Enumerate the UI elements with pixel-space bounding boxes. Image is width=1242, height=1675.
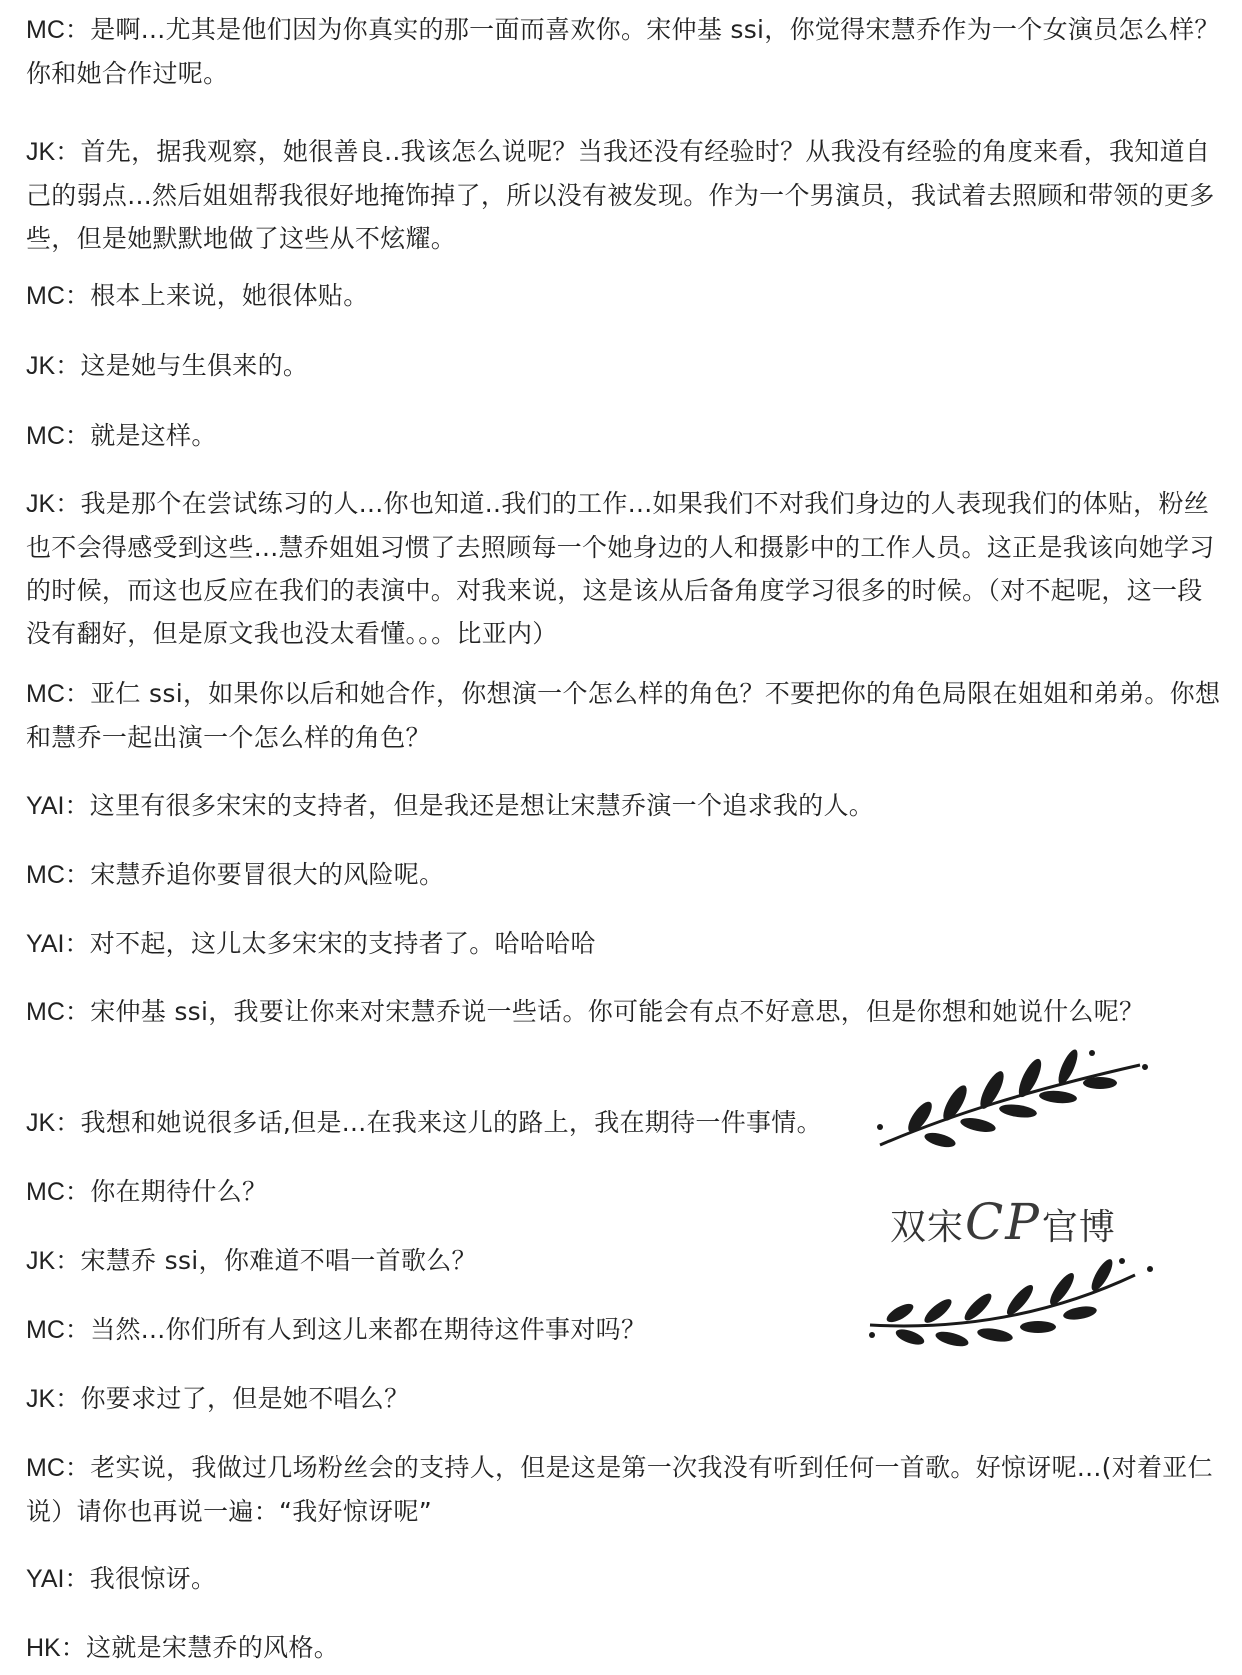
leaf-branch-top-icon <box>860 1045 1160 1155</box>
speaker-label: JK <box>26 352 56 380</box>
speaker-label: MC <box>26 282 65 310</box>
dialogue-line <box>26 922 1222 966</box>
speaker-label: MC <box>26 1454 65 1482</box>
dialogue-line <box>26 1239 826 1283</box>
dialogue-text: 根本上来说，她很体贴。 <box>90 281 369 310</box>
speaker-label: JK <box>26 490 56 518</box>
separator: ： <box>64 15 91 44</box>
dialogue-text: 宋仲基 ssi，我要让你来对宋慧乔说一些话。你可能会有点不好意思，但是你想和她说什么呢？ <box>90 997 1145 1026</box>
dialogue-line <box>26 1626 1222 1670</box>
dialogue-line <box>26 1101 876 1145</box>
separator: ： <box>64 1564 90 1593</box>
separator: ： <box>64 679 91 708</box>
watermark-logo <box>860 1045 1160 1395</box>
dialogue-line <box>26 130 1222 260</box>
speaker-label: MC <box>26 998 65 1026</box>
dialogue-text: 这里有很多宋宋的支持者，但是我还是想让宋慧乔演一个追求我的人。 <box>89 791 875 820</box>
dialogue-text: 当然...你们所有人到这儿来都在期待这件事对吗？ <box>90 1315 647 1344</box>
separator: ： <box>55 1108 81 1137</box>
speaker-label: JK <box>26 1385 56 1413</box>
dialogue-line <box>26 482 1222 655</box>
separator: ： <box>55 1246 81 1275</box>
dialogue-text: 首先，据我观察，她很善良..我该怎么说呢？当我还没有经验时？从我没有经验的角度来看，我知道自己的弱点...然后姐姐帮我很好地掩饰掉了，所以没有被发现。作为一个男演员，我试着去照顾和带领的更多些，但是她默默地做了这些从不炫耀。 <box>26 137 1215 253</box>
dialogue-line <box>26 274 1222 318</box>
speaker-label: MC <box>26 1316 65 1344</box>
separator: ： <box>55 351 81 380</box>
separator: ： <box>55 1384 81 1413</box>
dialogue-text: 宋慧乔追你要冒很大的风险呢。 <box>90 860 445 889</box>
separator: ： <box>64 421 91 450</box>
separator: ： <box>64 860 91 889</box>
separator: ： <box>64 791 90 820</box>
speaker-label: MC <box>26 1178 65 1206</box>
dialogue-text: 亚仁 ssi，如果你以后和她合作，你想演一个怎么样的角色？不要把你的角色局限在姐姐和弟弟。你想和慧乔一起出演一个怎么样的角色？ <box>26 679 1221 752</box>
separator: ： <box>55 489 81 518</box>
speaker-label: JK <box>26 138 56 166</box>
separator: ： <box>64 1177 91 1206</box>
dialogue-line <box>26 784 1222 828</box>
speaker-label: YAI <box>26 930 65 958</box>
dialogue-line <box>26 8 1222 95</box>
dialogue-text: 就是这样。 <box>90 421 217 450</box>
dialogue-text: 你要求过了，但是她不唱么？ <box>80 1384 410 1413</box>
separator: ： <box>55 137 81 166</box>
dialogue-text: 我很惊讶。 <box>89 1564 217 1593</box>
separator: ： <box>64 1453 91 1482</box>
speaker-label: YAI <box>26 792 65 820</box>
speaker-label: MC <box>26 16 65 44</box>
separator: ： <box>64 929 90 958</box>
dialogue-line <box>26 344 1222 388</box>
dialogue-line <box>26 1377 826 1421</box>
dialogue-text: 是啊...尤其是他们因为你真实的那一面而喜欢你。宋仲基 ssi，你觉得宋慧乔作为一个女演员怎么样？你和她合作过呢。 <box>26 15 1220 88</box>
speaker-label: MC <box>26 680 65 708</box>
speaker-label: MC <box>26 422 65 450</box>
separator: ： <box>64 281 91 310</box>
dialogue-text: 你在期待什么？ <box>90 1177 268 1206</box>
dialogue-text: 这就是宋慧乔的风格。 <box>86 1633 340 1662</box>
dialogue-line <box>26 414 1222 458</box>
speaker-label: JK <box>26 1109 56 1137</box>
dialogue-line <box>26 672 1222 759</box>
speaker-label: MC <box>26 861 65 889</box>
dialogue-text: 宋慧乔 ssi，你难道不唱一首歌么？ <box>80 1246 477 1275</box>
dialogue-line <box>26 1557 1222 1601</box>
leaf-branch-bottom-icon <box>860 1255 1160 1365</box>
dialogue-line <box>26 1308 876 1352</box>
dialogue-text: 我想和她说很多话,但是...在我来这儿的路上，我在期待一件事情。 <box>80 1108 822 1137</box>
dialogue-line <box>26 1170 826 1214</box>
speaker-label: JK <box>26 1247 56 1275</box>
dialogue-line <box>26 853 1222 897</box>
dialogue-line <box>26 1446 1222 1533</box>
separator: ： <box>64 997 91 1026</box>
speaker-label: YAI <box>26 1565 65 1593</box>
separator: ： <box>64 1315 91 1344</box>
speaker-label: HK <box>26 1634 61 1662</box>
dialogue-text: 这是她与生俱来的。 <box>80 351 309 380</box>
dialogue-line <box>26 990 1222 1034</box>
watermark-text: 双宋CP官博 <box>890 1193 1116 1251</box>
dialogue-text: 老实说，我做过几场粉丝会的支持人，但是这是第一次我没有听到任何一首歌。好惊讶呢...(对着亚仁说）请你也再说一遍：“我好惊讶呢” <box>26 1453 1213 1526</box>
dialogue-text: 我是那个在尝试练习的人...你也知道..我们的工作...如果我们不对我们身边的人表现我们的体贴，粉丝也不会得感受到这些...慧乔姐姐习惯了去照顾每一个她身边的人和摄影中的工作人员。这正是我该向她学习的时候，而这也反应在我们的表演中。对我来说，这是该从后备角度学习很多的时候。（对不起呢，这一段没有翻好，但是原文我也没太看懂。。。比亚内） <box>26 489 1215 648</box>
separator: ： <box>60 1633 87 1662</box>
dialogue-text: 对不起，这儿太多宋宋的支持者了。哈哈哈哈 <box>89 929 596 958</box>
